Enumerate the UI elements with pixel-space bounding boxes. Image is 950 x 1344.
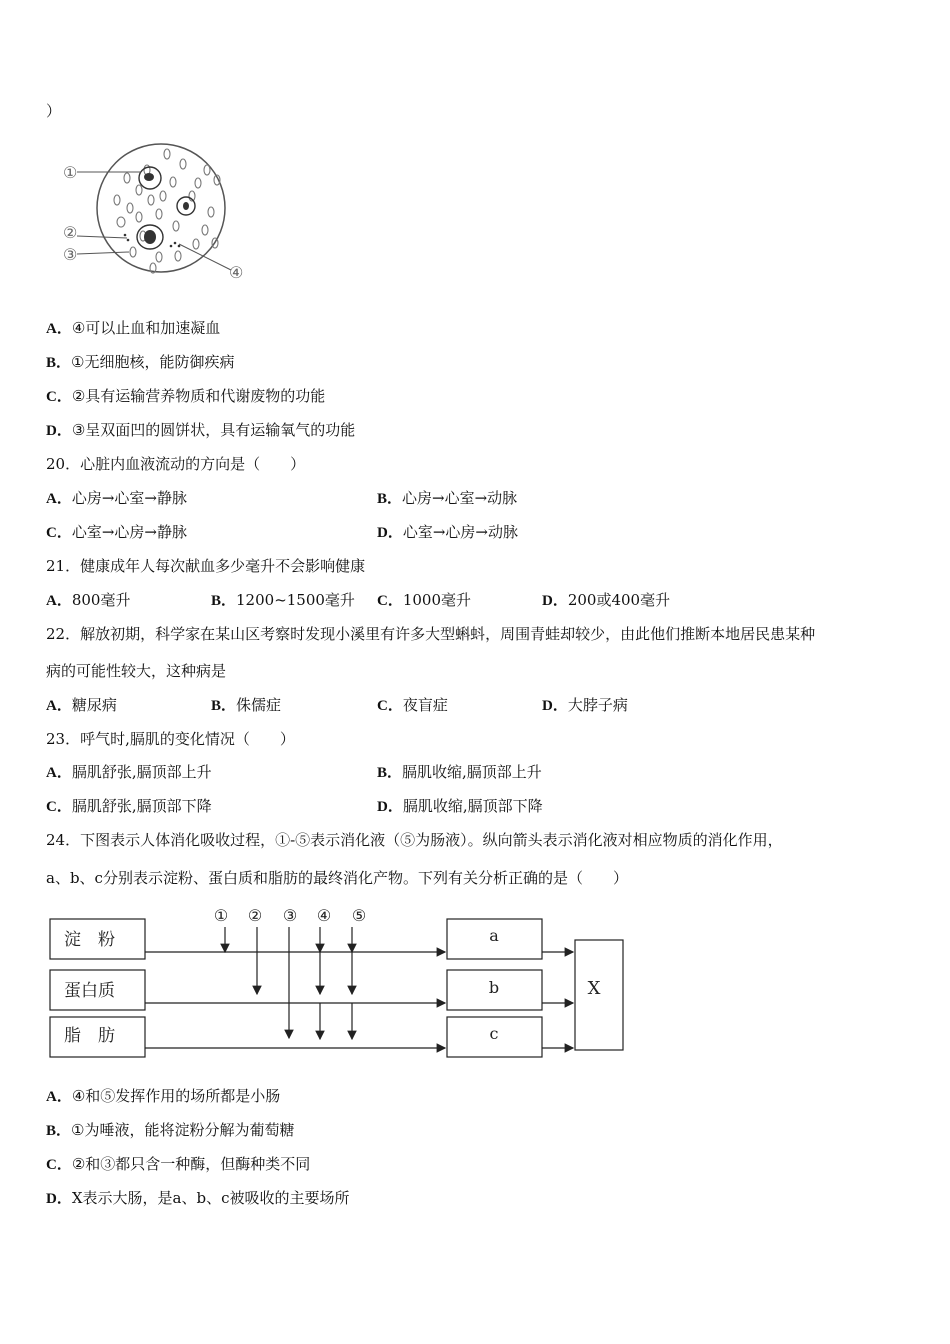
q24-option-d: D．X表示大肠，是a、b、c被吸收的主要场所 [46,1189,350,1207]
q22-option-c: C．夜盲症 [377,696,448,714]
q20-option-c: C．心室→心房→静脉 [46,523,187,541]
q21-option-c: C．1000毫升 [377,591,472,609]
q24-stem-line1: 24．下图表示人体消化吸收过程，①-⑤表示消化液（⑤为肠液）。纵向箭头表示消化液对相应物质的消化作用， [46,831,783,849]
q21-option-a: A．800毫升 [46,591,131,609]
product-label-b: b [488,978,500,997]
blood-label-1: ① [63,163,78,182]
q24-option-c: C．②和③都只含一种酶，但酶种类不同 [46,1155,311,1173]
label-protein: 蛋白质 [64,981,115,1001]
q24-stem-line2: a、b、c分别表示淀粉、蛋白质和脂肪的最终消化产物。下列有关分析正确的是（ ） [46,869,628,887]
q19-option-b: B．①无细胞核，能防御疾病 [46,353,235,371]
juice-label-3: ③ [282,906,298,925]
q23-option-d: D．膈肌收缩,膈顶部下降 [377,797,543,815]
q22-stem-line2: 病的可能性较大，这种病是 [46,662,227,680]
q22-stem-line1: 22．解放初期，科学家在某山区考察时发现小溪里有许多大型蝌蚪，周围青蛙却较少，由此他们推断本地居民患某种 [46,625,816,643]
q19-option-d: D．③呈双面凹的圆饼状，具有运输氧气的功能 [46,421,356,439]
q24-option-a: A．④和⑤发挥作用的场所都是小肠 [46,1087,281,1105]
q20-option-d: D．心室→心房→动脉 [377,523,518,541]
q22-option-b: B．侏儒症 [211,696,282,714]
product-label-c: c [489,1024,499,1043]
q20-option-b: B．心房→心室→动脉 [377,489,518,507]
q23-option-a: A．膈肌舒张,膈顶部上升 [46,763,212,781]
q24-option-b: B．①为唾液，能将淀粉分解为葡萄糖 [46,1121,295,1139]
q23-stem: 23．呼气时,膈肌的变化情况（ ） [46,730,295,748]
label-starch: 淀 粉 [64,930,115,950]
juice-label-4: ④ [316,906,332,925]
q19-option-a: A．④可以止血和加速凝血 [46,319,221,337]
target-label-x: X [587,978,601,999]
blood-label-2: ② [63,223,78,242]
q23-option-c: C．膈肌舒张,膈顶部下降 [46,797,212,815]
blood-smear-figure [55,140,255,294]
q21-option-b: B．1200~1500毫升 [211,591,355,609]
q20-stem: 20．心脏内血液流动的方向是（ ） [46,455,306,473]
q21-option-d: D．200或400毫升 [542,591,671,609]
q22-option-d: D．大脖子病 [542,696,628,714]
blood-label-4: ④ [229,263,244,282]
question-continuation: ） [46,102,62,120]
q22-option-a: A．糖尿病 [46,696,117,714]
q21-stem: 21．健康成年人每次献血多少毫升不会影响健康 [46,557,366,575]
juice-label-5: ⑤ [351,906,367,925]
q20-option-a: A．心房→心室→静脉 [46,489,187,507]
juice-label-2: ② [247,906,263,925]
q19-option-c: C．②具有运输营养物质和代谢废物的功能 [46,387,326,405]
juice-label-1: ① [213,906,229,925]
blood-label-3: ③ [63,245,78,264]
label-fat: 脂 肪 [64,1026,115,1046]
product-label-a: a [489,926,499,945]
q23-option-b: B．膈肌收缩,膈顶部上升 [377,763,542,781]
digestion-diagram [40,900,640,1069]
